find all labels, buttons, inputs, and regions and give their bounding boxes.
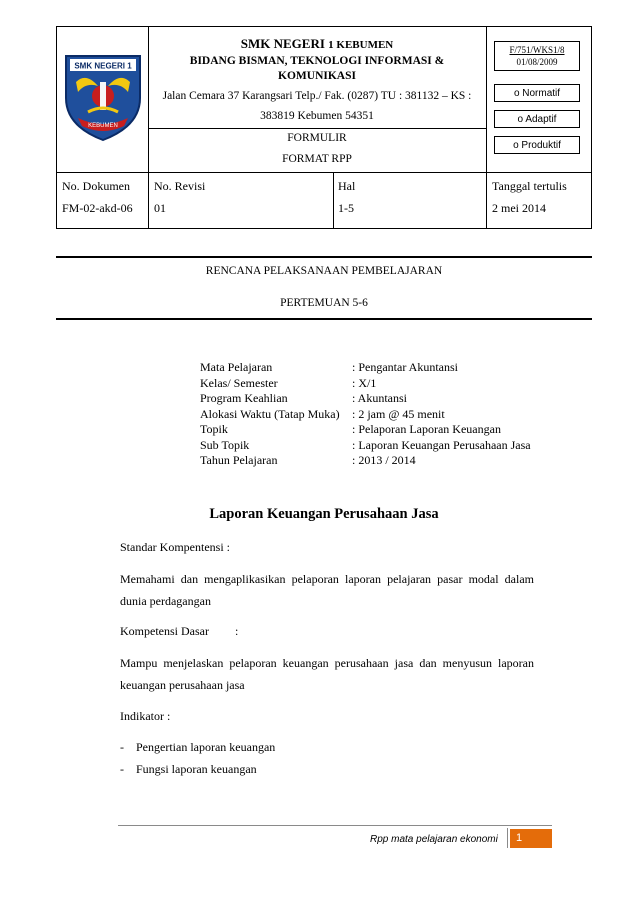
- footer-separator: [507, 828, 508, 848]
- basic-competency-text: Mampu menjelaskan pelaporan keuangan perusahaan jasa dan menyusun laporan keuangan perusahaan jasa: [120, 656, 534, 692]
- competency-standard-label: Standar Kompentensi :: [120, 540, 230, 554]
- indicator-text: Fungsi laporan keuangan: [136, 762, 257, 776]
- plan-title: RENCANA PELAKSANAAN PEMBELAJARAN: [205, 265, 443, 277]
- tag-produktif: o Produktif: [494, 136, 580, 154]
- school-title-block: [150, 36, 484, 126]
- page-number-badge: 1: [510, 829, 552, 848]
- school-name-rest: 1 KEBUMEN: [328, 39, 394, 51]
- header-divider: [333, 172, 334, 229]
- meeting-label: PERTEMUAN 5-6: [280, 297, 368, 309]
- page-label: Hal: [338, 179, 356, 193]
- tag-normatif: o Normatif: [494, 84, 580, 102]
- date-label: Tanggal tertulis: [492, 179, 567, 193]
- doc-number-value: FM-02-akd-06: [62, 201, 133, 215]
- info-value: : Pelaporan Laporan Keuangan: [352, 422, 501, 436]
- doc-number-label: No. Dokumen: [62, 179, 130, 193]
- footer-text: Rpp mata pelajaran ekonomi: [370, 834, 498, 845]
- info-value: : Pengantar Akuntansi: [352, 360, 458, 374]
- competency-standard-text: Memahami dan mengaplikasikan pelaporan laporan pelajaran pasar modal dalam dunia perdagangan: [120, 572, 534, 608]
- info-label: Program Keahlian: [200, 391, 288, 405]
- logo-ribbon-text: KEBUMEN: [88, 123, 118, 129]
- school-address: Jalan Cemara 37 Karangsari Telp./ Fak. (0287) TU : 381132 – KS : 383819 Kebumen 54351: [162, 90, 472, 122]
- indicator-text: Pengertian laporan keuangan: [136, 740, 276, 754]
- revision-label: No. Revisi: [154, 179, 206, 193]
- basic-competency-label-row: [120, 620, 534, 642]
- logo-text: SMK NEGERI 1: [74, 61, 132, 71]
- indicator-item: - Pengertian laporan keuangan: [120, 740, 276, 754]
- info-label: Mata Pelajaran: [200, 360, 273, 374]
- header-divider: [56, 172, 592, 173]
- footer-rule: [118, 825, 552, 826]
- section-title: Laporan Keuangan Perusahaan Jasa: [209, 506, 439, 522]
- top-rule: [56, 256, 592, 258]
- document-code-box: [494, 41, 580, 71]
- info-label: Alokasi Waktu (Tatap Muka): [200, 406, 340, 421]
- tag-adaptif: o Adaptif: [494, 110, 580, 128]
- indicator-label: Indikator :: [120, 709, 171, 723]
- info-label: Tahun Pelajaran: [200, 453, 278, 467]
- info-value: : 2013 / 2014: [352, 453, 416, 467]
- revision-value: 01: [154, 201, 166, 215]
- document-code: F/751/WKS1/8: [509, 45, 565, 55]
- info-value: : Laporan Keuangan Perusahaan Jasa: [352, 437, 531, 452]
- info-label: Kelas/ Semester: [200, 375, 278, 390]
- header-divider: [148, 128, 486, 129]
- info-value: : Akuntansi: [352, 391, 408, 405]
- header-divider: [486, 26, 487, 229]
- form-label: FORMULIR: [287, 132, 347, 144]
- info-value: : X/1: [352, 375, 377, 390]
- school-name-main: SMK NEGERI: [240, 36, 325, 51]
- page-value: 1-5: [338, 201, 354, 215]
- basic-competency-label: Kompetensi Dasar: [120, 624, 209, 638]
- basic-competency-colon: :: [234, 624, 239, 638]
- date-value: 2 mei 2014: [492, 201, 546, 215]
- indicator-item: - Fungsi laporan keuangan: [120, 762, 257, 776]
- school-name: [150, 36, 484, 53]
- info-label: Topik: [200, 422, 228, 436]
- form-name: FORMAT RPP: [282, 153, 352, 165]
- document-date: 01/08/2009: [516, 57, 558, 67]
- school-logo: [62, 52, 144, 142]
- info-value: : 2 jam @ 45 menit: [352, 406, 445, 421]
- department-name: BIDANG BISMAN, TEKNOLOGI INFORMASI & KOMUNIKASI: [189, 55, 445, 82]
- bottom-rule: [56, 318, 592, 320]
- info-label: Sub Topik: [200, 437, 250, 452]
